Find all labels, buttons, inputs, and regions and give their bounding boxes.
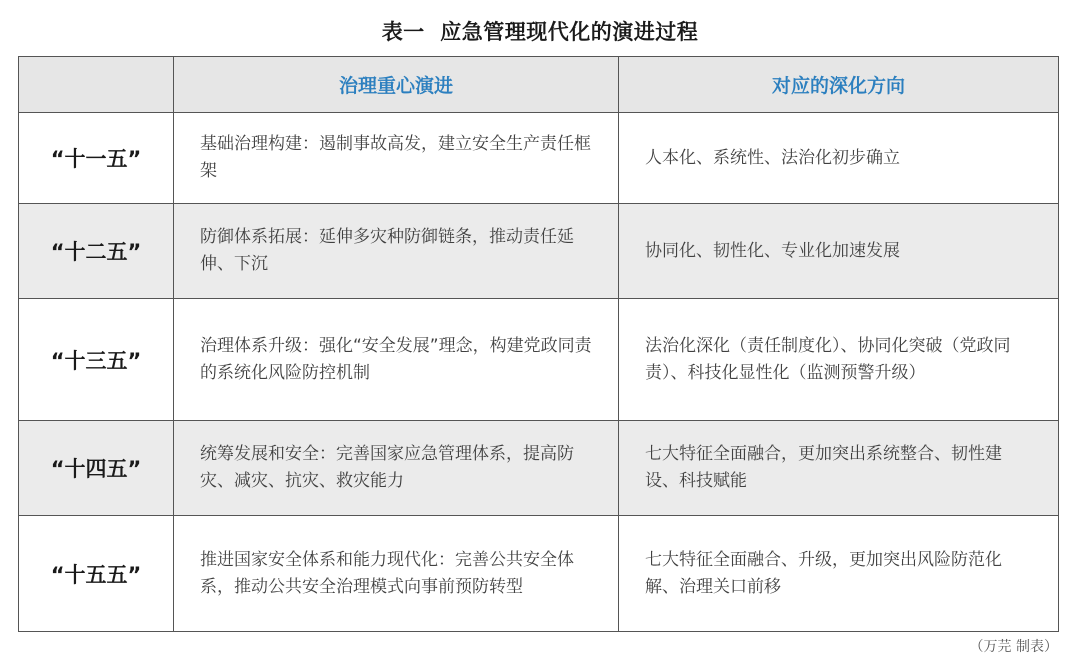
focus-cell: 防御体系拓展：延伸多灾种防御链条，推动责任延伸、下沉 — [174, 204, 619, 299]
table-row — [19, 516, 1059, 632]
evolution-table — [18, 56, 1059, 632]
period-cell: “十四五” — [19, 421, 174, 516]
direction-cell: 协同化、韧性化、专业化加速发展 — [619, 204, 1059, 299]
period-cell: “十一五” — [19, 113, 174, 204]
header-period — [19, 57, 174, 113]
table-row — [19, 113, 1059, 204]
table-row — [19, 204, 1059, 299]
header-direction: 对应的深化方向 — [619, 57, 1059, 113]
source-note: （万芫 制表） — [969, 639, 1058, 655]
period-cell: “十二五” — [19, 204, 174, 299]
focus-cell: 基础治理构建：遏制事故高发，建立安全生产责任框架 — [174, 113, 619, 204]
header-focus: 治理重心演进 — [174, 57, 619, 113]
table-title: 表一 应急管理现代化的演进过程 — [381, 20, 699, 44]
direction-cell: 人本化、系统性、法治化初步确立 — [619, 113, 1059, 204]
focus-cell: 治理体系升级：强化“安全发展”理念，构建党政同责的系统化风险防控机制 — [174, 299, 619, 421]
table-row — [19, 421, 1059, 516]
period-cell: “十五五” — [19, 516, 174, 632]
focus-cell: 推进国家安全体系和能力现代化：完善公共安全体系，推动公共安全治理模式向事前预防转型 — [174, 516, 619, 632]
direction-cell: 法治化深化（责任制度化）、协同化突破（党政同责）、科技化显性化（监测预警升级） — [619, 299, 1059, 421]
table-row — [19, 299, 1059, 421]
direction-cell: 七大特征全面融合，更加突出系统整合、韧性建设、科技赋能 — [619, 421, 1059, 516]
focus-cell: 统筹发展和安全：完善国家应急管理体系，提高防灾、减灾、抗灾、救灾能力 — [174, 421, 619, 516]
direction-cell: 七大特征全面融合、升级，更加突出风险防范化解、治理关口前移 — [619, 516, 1059, 632]
header-row — [19, 57, 1059, 113]
period-cell: “十三五” — [19, 299, 174, 421]
